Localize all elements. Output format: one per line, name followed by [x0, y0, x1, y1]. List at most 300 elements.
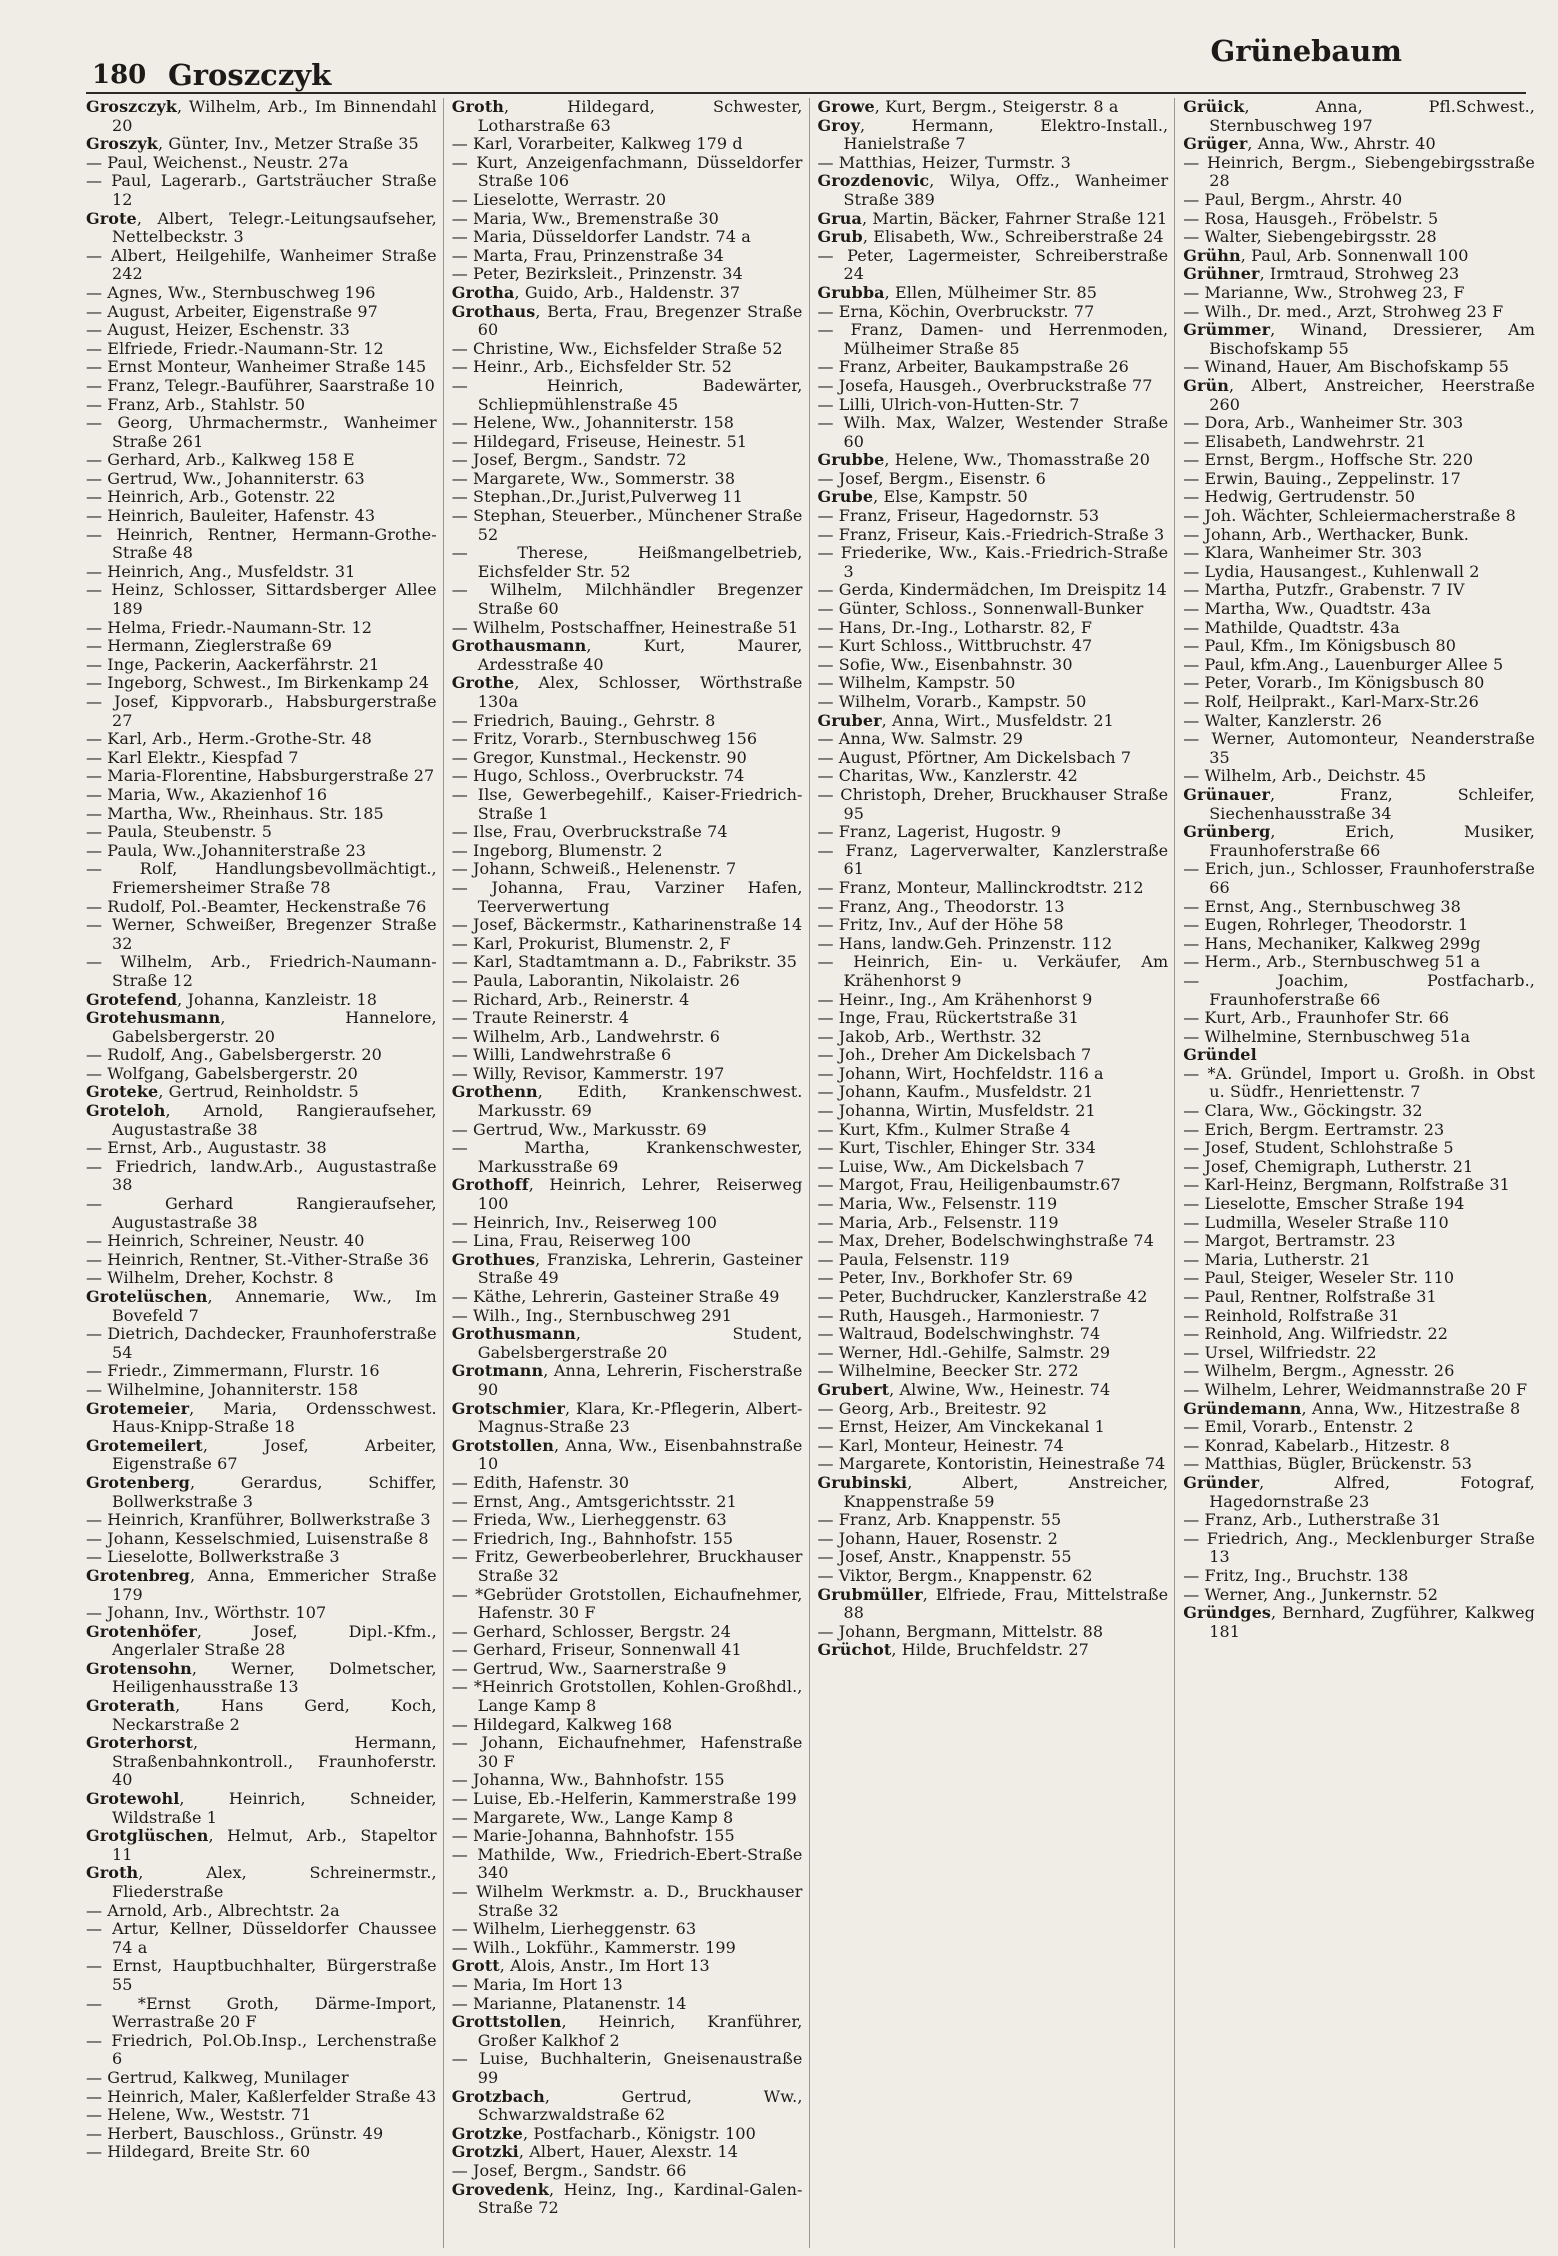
- directory-sub-entry: [1183, 898, 1535, 917]
- directory-sub-entry: [452, 712, 803, 731]
- directory-sub-entry: [1183, 1195, 1535, 1214]
- entry-text: Peter, Bezirksleit., Prinzenstr. 34: [473, 264, 743, 284]
- entry-text: Wilh., Lokführ., Kammerstr. 199: [473, 1937, 736, 1957]
- directory-entry: [452, 1325, 803, 1362]
- surname: Gründges: [1183, 1603, 1271, 1623]
- entry-text: Fritz, Ing., Bruchstr. 138: [1204, 1565, 1409, 1585]
- directory-sub-entry: [452, 1827, 803, 1846]
- directory-sub-entry: [86, 1511, 437, 1530]
- directory-entry: [1183, 1474, 1535, 1511]
- directory-sub-entry: [1183, 433, 1535, 452]
- directory-sub-entry: [452, 1660, 803, 1679]
- entry-details: , Martin, Bäcker, Fahrner Straße 121: [862, 208, 1168, 228]
- directory-sub-entry: [86, 1995, 437, 2032]
- directory-sub-entry: [86, 581, 437, 618]
- directory-sub-entry: [452, 414, 803, 433]
- directory-sub-entry: [452, 2162, 803, 2181]
- surname: Grothoff: [451, 1175, 529, 1195]
- entry-text: Therese, Heißmangelbetrieb, Eichsfelder Str. 52: [477, 543, 803, 581]
- directory-sub-entry: [818, 600, 1169, 619]
- entry-text: Paul, Lagerarb., Gartsträucher Straße 12: [111, 171, 437, 209]
- directory-sub-entry: [818, 377, 1169, 396]
- directory-sub-entry: [818, 358, 1169, 377]
- entry-text: Maria, Lutherstr. 21: [1204, 1249, 1371, 1269]
- entry-text: Christine, Ww., Eichsfelder Straße 52: [473, 338, 783, 358]
- entry-details: , Hermann, Straßenbahnkontroll., Fraunhoferstr. 40: [112, 1733, 437, 1790]
- directory-sub-entry: [818, 1288, 1169, 1307]
- directory-sub-entry: [452, 433, 803, 452]
- surname: Grotzki: [451, 2142, 519, 2162]
- surname: Gründel: [1183, 1045, 1257, 1065]
- entry-text: Josef, Bergm., Sandstr. 72: [473, 450, 687, 470]
- entry-text: Marie-Johanna, Bahnhofstr. 155: [473, 1826, 735, 1846]
- entry-text: Karl, Monteur, Heinestr. 74: [838, 1435, 1064, 1455]
- entry-text: Wolfgang, Gabelsbergerstr. 20: [107, 1063, 358, 1083]
- entry-text: Willy, Revisor, Kammerstr. 197: [473, 1063, 725, 1083]
- directory-entry: [86, 1400, 437, 1437]
- directory-sub-entry: [452, 972, 803, 991]
- entry-text: Maria, Ww., Bremenstraße 30: [473, 208, 719, 228]
- entry-details: , Elisabeth, Ww., Schreiberstraße 24: [862, 227, 1164, 247]
- entry-text: Luise, Ww., Am Dickelsbach 7: [838, 1156, 1085, 1176]
- entry-text: Karl Elektr., Kiespfad 7: [107, 747, 299, 767]
- directory-sub-entry: [452, 935, 803, 954]
- entry-details: , Heinrich, Kranführer, Großer Kalkhof 2: [477, 2012, 803, 2050]
- entry-text: Paul, Kfm., Im Königsbusch 80: [1204, 636, 1457, 656]
- directory-sub-entry: [1183, 507, 1535, 526]
- directory-sub-entry: [1183, 619, 1535, 638]
- directory-sub-entry: [1183, 228, 1535, 247]
- surname: Gründemann: [1183, 1398, 1302, 1418]
- entry-text: Herbert, Bauschloss., Grünstr. 49: [107, 2123, 384, 2143]
- directory-entry: [452, 637, 803, 674]
- entry-text: Wilhelm Werkmstr. a. D., Bruckhauser Straße 32: [476, 1882, 803, 1920]
- entry-text: Georg, Uhrmachermstr., Wanheimer Straße 261: [112, 413, 437, 451]
- entry-text: Ingeborg, Schwest., Im Birkenkamp 24: [107, 673, 430, 693]
- entry-text: Helma, Friedr.-Naumann-Str. 12: [107, 617, 373, 637]
- entry-details: , Guido, Arb., Haldenstr. 37: [514, 282, 741, 302]
- entry-text: Heinrich, Ein- u. Verkäufer, Am Krähenhorst 9: [843, 952, 1169, 990]
- directory-entry: [1183, 247, 1535, 266]
- directory-sub-entry: [452, 767, 803, 786]
- entry-text: Friedrich, Ing., Bahnhofstr. 155: [473, 1528, 734, 1548]
- directory-entry: [86, 991, 437, 1010]
- directory-sub-entry: [1183, 600, 1535, 619]
- directory-sub-entry: [818, 1046, 1169, 1065]
- entry-text: Artur, Kellner, Düsseldorfer Chaussee 74 a: [112, 1919, 437, 1957]
- directory-sub-entry: [86, 1158, 437, 1195]
- directory-entry: [452, 1362, 803, 1399]
- entry-text: Johann, Kaufm., Musfeldstr. 21: [838, 1082, 1094, 1102]
- directory-sub-entry: [452, 1716, 803, 1735]
- directory-sub-entry: [86, 2125, 437, 2144]
- directory-sub-entry: [1183, 916, 1535, 935]
- entry-text: Marta, Frau, Prinzenstraße 34: [473, 245, 724, 265]
- page-header: [0, 0, 1558, 92]
- entry-text: Gertrud, Kalkweg, Munilager: [107, 2067, 349, 2087]
- entry-text: Wilhelmine, Beecker Str. 272: [838, 1361, 1079, 1381]
- entry-text: Werner, Ang., Junkernstr. 52: [1204, 1584, 1439, 1604]
- entry-details: , Wilhelm, Arb., Im Binnendahl 20: [112, 98, 437, 135]
- directory-sub-entry: [818, 1065, 1169, 1084]
- directory-sub-entry: [452, 135, 803, 154]
- entry-text: Josef, Bergm., Sandstr. 66: [473, 2160, 687, 2180]
- entry-text: Kurt, Anzeigenfachmann, Düsseldorfer Straße 106: [476, 152, 803, 191]
- directory-entry: [452, 2125, 803, 2144]
- entry-details: , Erich, Musiker, Fraunhoferstraße 66: [1209, 822, 1535, 860]
- directory-entry: [818, 1381, 1169, 1400]
- entry-text: Gertrud, Ww., Markusstr. 69: [473, 1119, 707, 1139]
- entry-details: , Heinz, Ing., Kardinal-Galen-Straße 72: [477, 2179, 803, 2218]
- directory-sub-entry: [818, 414, 1169, 451]
- directory-sub-entry: [1183, 1139, 1535, 1158]
- entry-text: Franz, Arbeiter, Baukampstraße 26: [838, 357, 1129, 377]
- directory-sub-entry: [86, 1232, 437, 1251]
- entry-details: , Anna, Pfl.Schwest., Sternbuschweg 197: [1209, 98, 1535, 135]
- directory-sub-entry: [86, 377, 437, 396]
- surname: Grothaus: [451, 301, 536, 321]
- entry-text: Paula, Ww.,Johanniterstraße 23: [107, 840, 367, 860]
- entry-text: Kurt, Kfm., Kulmer Straße 4: [838, 1119, 1071, 1139]
- entry-text: Peter, Inv., Borkhofer Str. 69: [838, 1268, 1073, 1288]
- surname: Grün: [1183, 375, 1230, 395]
- entry-text: Gertrud, Ww., Johanniterstr. 63: [107, 468, 365, 488]
- entry-text: Ursel, Wilfriedstr. 22: [1204, 1342, 1377, 1362]
- directory-entry: [86, 1697, 437, 1734]
- directory-sub-entry: [86, 1046, 437, 1065]
- entry-text: Paul, kfm.Ang., Lauenburger Allee 5: [1204, 654, 1504, 674]
- surname: Grub: [817, 227, 863, 247]
- entry-text: *Ernst Groth, Därme-Import, Werrastraße 20 F: [112, 1993, 437, 2032]
- entry-text: Agnes, Ww., Sternbuschweg 196: [107, 282, 376, 302]
- directory-sub-entry: [86, 898, 437, 917]
- surname: Grothausmann: [451, 636, 587, 656]
- entry-text: Ilse, Frau, Overbruckstraße 74: [473, 822, 728, 842]
- entry-text: Wilhelm, Bergm., Agnesstr. 26: [1204, 1361, 1455, 1381]
- entry-details: , Albert, Anstreicher, Heerstraße 260: [1209, 375, 1535, 414]
- entry-text: August, Arbeiter, Eigenstraße 97: [107, 301, 378, 321]
- entry-text: Werner, Automonteur, Neanderstraße 35: [1209, 729, 1535, 767]
- entry-details: , Edith, Krankenschwest. Markusstr. 69: [477, 1082, 803, 1121]
- right-guide-word: Grünebaum: [1210, 34, 1402, 68]
- entry-details: , Werner, Dolmetscher, Heiligenhausstraße 13: [112, 1658, 437, 1697]
- entry-text: Konrad, Kabelarb., Hitzestr. 8: [1204, 1435, 1450, 1455]
- entry-details: , Bernhard, Zugführer, Kalkweg 181: [1209, 1603, 1535, 1641]
- entry-text: Walter, Kanzlerstr. 26: [1204, 710, 1382, 730]
- entry-text: Heinrich, Ang., Musfeldstr. 31: [107, 561, 356, 581]
- directory-sub-entry: [452, 265, 803, 284]
- entry-details: , Alfred, Fotograf, Hagedornstraße 23: [1209, 1472, 1535, 1511]
- directory-sub-entry: [818, 730, 1169, 749]
- directory-entry: [818, 1474, 1169, 1511]
- surname: Grozdenovic: [817, 171, 930, 191]
- directory-sub-entry: [86, 154, 437, 173]
- entry-text: Franz, Friseur, Hagedornstr. 53: [838, 506, 1100, 526]
- surname: Groterath: [86, 1696, 176, 1716]
- entry-details: , Albert, Anstreicher, Knappenstraße 59: [843, 1472, 1169, 1511]
- entry-text: Erwin, Bauing., Zeppelinstr. 17: [1204, 468, 1461, 488]
- directory-entry: [1183, 321, 1535, 358]
- entry-text: Gregor, Kunstmal., Heckenstr. 90: [473, 747, 747, 767]
- entry-text: Josef, Bäckermstr., Katharinenstraße 14: [473, 915, 803, 935]
- entry-text: Friedrich, Pol.Ob.Insp., Lerchenstraße 6: [111, 2030, 437, 2069]
- directory-sub-entry: [818, 1158, 1169, 1177]
- directory-sub-entry: [86, 656, 437, 675]
- entry-text: Paul, Steiger, Weseler Str. 110: [1204, 1268, 1455, 1288]
- directory-sub-entry: [452, 1883, 803, 1920]
- entry-text: Peter, Vorarb., Im Königsbusch 80: [1204, 673, 1485, 693]
- directory-entry: [1183, 1604, 1535, 1641]
- entry-text: Maria-Florentine, Habsburgerstraße 27: [107, 766, 435, 786]
- entry-text: Gerhard, Arb., Kalkweg 158 E: [107, 450, 355, 470]
- entry-text: Gerda, Kindermädchen, Im Dreispitz 14: [838, 580, 1167, 600]
- directory-sub-entry: [818, 1083, 1169, 1102]
- entry-text: Heinr., Arb., Eichsfelder Str. 52: [473, 357, 733, 377]
- entry-text: Willi, Landwehrstraße 6: [473, 1045, 672, 1065]
- directory-sub-entry: [818, 916, 1169, 935]
- directory-sub-entry: [1183, 1567, 1535, 1586]
- directory-sub-entry: [818, 935, 1169, 954]
- surname: Grube: [817, 487, 874, 507]
- directory-sub-entry: [86, 2032, 437, 2069]
- directory-entry: [818, 284, 1169, 303]
- entry-text: Erna, Köchin, Overbruckstr. 77: [838, 301, 1095, 321]
- directory-sub-entry: [1183, 1288, 1535, 1307]
- entry-text: Wilhelm, Lierheggenstr. 63: [473, 1919, 697, 1939]
- directory-sub-entry: [818, 823, 1169, 842]
- entry-text: Sofie, Ww., Eisenbahnstr. 30: [838, 654, 1073, 674]
- entry-text: Margot, Bertramstr. 23: [1204, 1231, 1396, 1251]
- entry-text: Fritz, Vorarb., Sternbuschweg 156: [473, 729, 758, 749]
- directory-entry: [1183, 135, 1535, 154]
- directory-sub-entry: [452, 1288, 803, 1307]
- directory-entry: [86, 1864, 437, 1901]
- entry-text: Margarete, Ww., Lange Kamp 8: [473, 1807, 734, 1827]
- directory-sub-entry: [1183, 1158, 1535, 1177]
- header-rule: [86, 92, 1526, 94]
- directory-sub-entry: [818, 321, 1169, 358]
- directory-sub-entry: [452, 916, 803, 935]
- entry-text: Wilhelm, Arb., Friedrich-Naumann-Straße 12: [112, 952, 437, 990]
- directory-entry: [818, 488, 1169, 507]
- entry-text: Martha, Krankenschwester, Markusstraße 69: [477, 1138, 803, 1176]
- entry-text: Hedwig, Gertrudenstr. 50: [1204, 487, 1416, 507]
- entry-text: Heinrich, Maler, Kaßlerfelder Straße 43: [107, 2086, 437, 2106]
- entry-text: Franz, Arb., Lutherstraße 31: [1204, 1510, 1442, 1530]
- surname: Grüger: [1183, 134, 1248, 154]
- entry-text: Hugo, Schloss., Overbruckstr. 74: [473, 766, 745, 786]
- entry-text: Karl, Stadtamtmann a. D., Fabrikstr. 35: [473, 952, 798, 972]
- surname: Grothues: [451, 1249, 536, 1269]
- entry-details: , Hannelore, Gabelsbergerstr. 20: [112, 1008, 437, 1046]
- directory-entry: [1183, 1046, 1535, 1065]
- entry-text: Franz, Friseur, Kais.-Friedrich-Straße 3: [838, 524, 1165, 544]
- directory-entry: [452, 1083, 803, 1120]
- entry-text: Luise, Eb.-Helferin, Kammerstraße 199: [473, 1789, 797, 1809]
- directory-sub-entry: [452, 247, 803, 266]
- directory-sub-entry: [1183, 1028, 1535, 1047]
- entry-text: Wilhelm, Kampstr. 50: [838, 673, 1016, 693]
- entry-text: Hildegard, Breite Str. 60: [107, 2142, 311, 2162]
- directory-sub-entry: [1183, 1530, 1535, 1567]
- directory-sub-entry: [452, 1623, 803, 1642]
- entry-text: Heinz, Schlosser, Sittardsberger Allee 189: [111, 580, 437, 619]
- entry-text: Marianne, Ww., Strohweg 23, F: [1204, 282, 1465, 302]
- entry-details: , Arnold, Rangieraufseher, Augustastraße 38: [112, 1101, 437, 1139]
- directory-entry: [818, 172, 1169, 209]
- directory-entry: [818, 451, 1169, 470]
- directory-sub-entry: [452, 154, 803, 191]
- directory-sub-entry: [818, 247, 1169, 284]
- entry-details: , Johanna, Kanzleistr. 18: [177, 989, 377, 1009]
- surname: Grothe: [451, 673, 515, 693]
- directory-entry: [86, 1288, 437, 1325]
- directory-sub-entry: [86, 953, 437, 990]
- directory-sub-entry: [86, 786, 437, 805]
- directory-sub-entry: [452, 451, 803, 470]
- directory-sub-entry: [452, 823, 803, 842]
- entry-details: , Helmut, Arb., Stapeltor 11: [112, 1826, 437, 1864]
- surname: Grotzbach: [451, 2086, 545, 2106]
- entry-details: , Heinrich, Schneider, Wildstraße 1: [112, 1789, 437, 1827]
- directory-sub-entry: [1183, 191, 1535, 210]
- directory-sub-entry: [452, 1511, 803, 1530]
- entry-text: Wilhelm, Arb., Deichstr. 45: [1204, 766, 1427, 786]
- entry-text: Helene, Ww., Johanniterstr. 158: [473, 413, 735, 433]
- entry-text: Rolf, Heilprakt., Karl-Marx-Str.26: [1204, 692, 1479, 711]
- surname: Gründer: [1183, 1472, 1260, 1492]
- directory-sub-entry: [1183, 935, 1535, 954]
- surname: Grubinski: [817, 1472, 908, 1492]
- directory-sub-entry: [452, 507, 803, 544]
- entry-text: Ernst, Ang., Sternbuschweg 38: [1204, 896, 1461, 916]
- directory-sub-entry: [452, 1493, 803, 1512]
- entry-text: Johann, Schweiß., Helenenstr. 7: [473, 859, 737, 879]
- directory-entry: [452, 1176, 803, 1213]
- surname: Grotemeier: [86, 1398, 190, 1418]
- directory-sub-entry: [818, 637, 1169, 656]
- entry-text: Lydia, Hausangest., Kuhlenwall 2: [1204, 561, 1480, 581]
- entry-text: Heinrich, Bergm., Siebengebirgsstraße 28: [1207, 152, 1535, 191]
- directory-sub-entry: [86, 321, 437, 340]
- directory-sub-entry: [86, 730, 437, 749]
- entry-text: Wilh. Max, Walzer, Westender Straße 60: [843, 413, 1169, 451]
- entry-text: Franz, Damen- und Herrenmoden, Mülheimer Straße 85: [843, 320, 1169, 358]
- entry-text: Josef, Anstr., Knappenstr. 55: [838, 1547, 1072, 1567]
- directory-sub-entry: [452, 879, 803, 916]
- directory-sub-entry: [1183, 972, 1535, 1009]
- directory-sub-entry: [86, 1920, 437, 1957]
- surname: Growe: [817, 98, 875, 116]
- directory-sub-entry: [818, 154, 1169, 173]
- entry-text: Lieselotte, Werrastr. 20: [473, 189, 667, 209]
- entry-text: Johann, Eichaufnehmer, Hafenstraße 30 F: [477, 1733, 803, 1771]
- directory-entry: [86, 1827, 437, 1864]
- entry-text: Dora, Arb., Wanheimer Str. 303: [1204, 413, 1464, 433]
- entry-text: Franz, Monteur, Mallinckrodtstr. 212: [838, 877, 1144, 897]
- directory-sub-entry: [86, 563, 437, 582]
- directory-sub-entry: [1183, 953, 1535, 972]
- directory-sub-entry: [452, 1548, 803, 1585]
- entry-text: Jakob, Arb., Werthstr. 32: [838, 1026, 1042, 1046]
- entry-details: , Klara, Kr.-Pflegerin, Albert-Magnus-Straße 23: [477, 1398, 803, 1437]
- entry-details: , Student, Gabelsbergerstraße 20: [477, 1324, 803, 1362]
- directory-sub-entry: [86, 340, 437, 359]
- directory-sub-entry: [452, 1214, 803, 1233]
- directory-sub-entry: [86, 507, 437, 526]
- directory-sub-entry: [86, 1195, 437, 1232]
- entry-details: , Josef, Dipl.-Kfm., Angerlaler Straße 28: [112, 1621, 437, 1660]
- directory-entry: [86, 1083, 437, 1102]
- directory-sub-entry: [86, 805, 437, 824]
- entry-details: , Berta, Frau, Bregenzer Straße 60: [477, 301, 803, 340]
- directory-sub-entry: [86, 2088, 437, 2107]
- directory-entry: [452, 284, 803, 303]
- directory-sub-entry: [818, 1455, 1169, 1474]
- entry-details: , Alois, Anstr., Im Hort 13: [499, 1956, 710, 1976]
- entry-details: , Franz, Schleifer, Siechenhausstraße 34: [1209, 784, 1535, 823]
- directory-sub-entry: [86, 488, 437, 507]
- surname: Grüick: [1183, 98, 1245, 116]
- directory-sub-entry: [818, 526, 1169, 545]
- directory-entry: [86, 1660, 437, 1697]
- directory-sub-entry: [1183, 1065, 1535, 1102]
- entry-text: Ernst Monteur, Wanheimer Straße 145: [107, 357, 427, 377]
- directory-sub-entry: [452, 619, 803, 638]
- directory-sub-entry: [818, 1102, 1169, 1121]
- entry-text: Margarete, Ww., Sommerstr. 38: [473, 468, 736, 488]
- directory-sub-entry: [86, 2143, 437, 2162]
- directory-columns: [86, 98, 1541, 2248]
- entry-details: , Anna, Emmericher Straße 179: [112, 1565, 437, 1604]
- directory-sub-entry: [1183, 674, 1535, 693]
- directory-sub-entry: [86, 860, 437, 897]
- entry-text: Hans, Mechaniker, Kalkweg 299g: [1204, 933, 1481, 953]
- directory-sub-entry: [452, 377, 803, 414]
- directory-sub-entry: [452, 1586, 803, 1623]
- directory-sub-entry: [86, 1269, 437, 1288]
- entry-text: Rudolf, Ang., Gabelsbergerstr. 20: [107, 1045, 382, 1065]
- directory-sub-entry: [818, 767, 1169, 786]
- entry-text: Heinrich, Rentner, Hermann-Grothe-Straße 48: [112, 524, 437, 563]
- directory-sub-entry: [1183, 767, 1535, 786]
- directory-entry: [452, 303, 803, 340]
- entry-details: , Hildegard, Schwester, Lotharstraße 63: [477, 98, 803, 135]
- entry-text: Frieda, Ww., Lierheggenstr. 63: [473, 1510, 727, 1530]
- entry-text: Heinrich, Kranführer, Bollwerkstraße 3: [107, 1510, 431, 1530]
- entry-text: *A. Gründel, Import u. Großh. in Obst u. Südfr., Henriettenstr. 7: [1207, 1063, 1535, 1102]
- entry-text: Lieselotte, Emscher Straße 194: [1204, 1194, 1465, 1214]
- entry-text: Marianne, Platanenstr. 14: [473, 1993, 687, 2013]
- directory-sub-entry: [818, 1307, 1169, 1326]
- entry-details: , Alex, Schreinermstr., Fliederstraße: [112, 1863, 437, 1901]
- directory-sub-entry: [1183, 860, 1535, 897]
- directory-entry: [86, 1437, 437, 1474]
- directory-entry: [818, 712, 1169, 731]
- surname: Grotmann: [451, 1361, 544, 1381]
- directory-sub-entry: [1183, 1121, 1535, 1140]
- entry-text: Josef, Bergm., Eisenstr. 6: [838, 468, 1046, 488]
- surname: Grotschmier: [451, 1398, 566, 1418]
- entry-text: Karl, Arb., Herm.-Grothe-Str. 48: [107, 729, 372, 749]
- entry-text: Günter, Schloss., Sonnenwall-Bunker: [838, 599, 1144, 619]
- directory-sub-entry: [86, 526, 437, 563]
- directory-sub-entry: [1183, 581, 1535, 600]
- entry-text: Ingeborg, Blumenstr. 2: [473, 840, 663, 860]
- entry-text: Reinhold, Rolfstraße 31: [1204, 1305, 1400, 1325]
- entry-text: Heinrich, Arb., Gotenstr. 22: [107, 487, 336, 507]
- directory-sub-entry: [452, 340, 803, 359]
